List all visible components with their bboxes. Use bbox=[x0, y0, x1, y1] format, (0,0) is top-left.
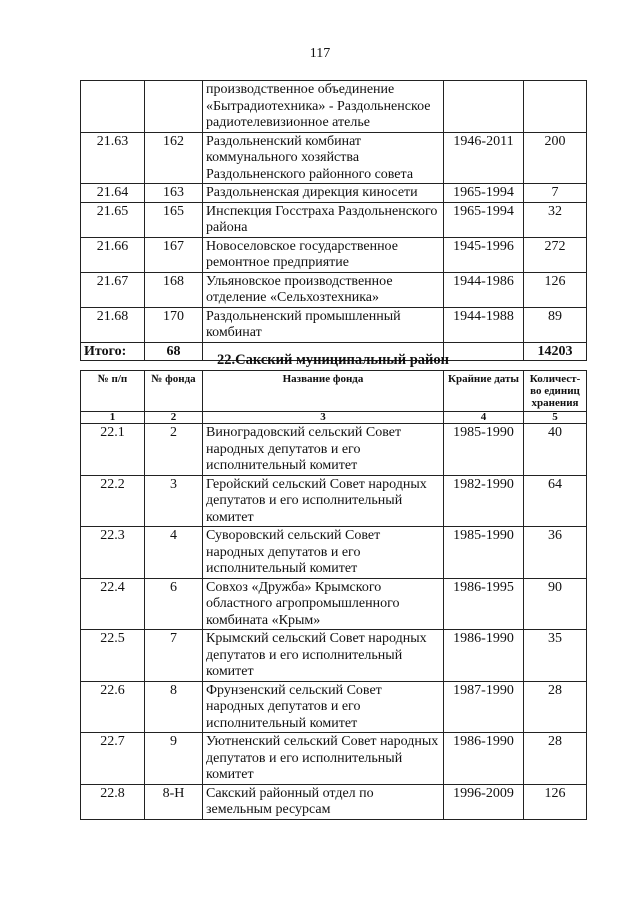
cell-index: 22.2 bbox=[81, 475, 145, 527]
cell-name: Крымский сельский Совет народных депутатов и его исполнительный комитет bbox=[203, 630, 444, 682]
cell-index: 21.64 bbox=[81, 184, 145, 203]
cell-units: 90 bbox=[524, 578, 587, 630]
cell-name: Суворовский сельский Совет народных депутатов и его исполнительный комитет bbox=[203, 527, 444, 579]
header-index: № п/п bbox=[81, 371, 145, 412]
cell-dates: 1985-1990 bbox=[444, 424, 524, 476]
cell-dates: 1985-1990 bbox=[444, 527, 524, 579]
cell-dates: 1986-1995 bbox=[444, 578, 524, 630]
cell-index: 21.68 bbox=[81, 307, 145, 342]
cell-index: 22.7 bbox=[81, 733, 145, 785]
cell-fond: 4 bbox=[145, 527, 203, 579]
cell-index: 21.67 bbox=[81, 272, 145, 307]
table-row bbox=[81, 307, 587, 342]
table-row bbox=[81, 132, 587, 184]
cell-dates: 1945-1996 bbox=[444, 237, 524, 272]
cell-dates: 1965-1994 bbox=[444, 202, 524, 237]
cell-fond: 165 bbox=[145, 202, 203, 237]
cell-units: 40 bbox=[524, 424, 587, 476]
cell-index bbox=[81, 81, 145, 133]
cell-dates: 1944-1988 bbox=[444, 307, 524, 342]
cell-fond: 9 bbox=[145, 733, 203, 785]
cell-index: 22.4 bbox=[81, 578, 145, 630]
cell-dates: 1944-1986 bbox=[444, 272, 524, 307]
cell-name: Геройский сельский Совет народных депутатов и его исполнительный комитет bbox=[203, 475, 444, 527]
cell-fond: 3 bbox=[145, 475, 203, 527]
cell-fond: 2 bbox=[145, 424, 203, 476]
cell-index: 21.66 bbox=[81, 237, 145, 272]
column-number: 1 bbox=[81, 412, 145, 424]
cell-units: 35 bbox=[524, 630, 587, 682]
cell-dates: 1986-1990 bbox=[444, 630, 524, 682]
cell-units: 36 bbox=[524, 527, 587, 579]
cell-index: 22.6 bbox=[81, 681, 145, 733]
fonds-table bbox=[80, 370, 587, 820]
table-row bbox=[81, 184, 587, 203]
cell-name: Раздольненский комбинат коммунального хозяйства Раздольненского районного совета bbox=[203, 132, 444, 184]
table-row bbox=[81, 578, 587, 630]
column-number: 3 bbox=[203, 412, 444, 424]
cell-dates: 1946-2011 bbox=[444, 132, 524, 184]
table-row bbox=[81, 630, 587, 682]
column-number: 4 bbox=[444, 412, 524, 424]
cell-units bbox=[524, 81, 587, 133]
table-row bbox=[81, 424, 587, 476]
cell-fond: 167 bbox=[145, 237, 203, 272]
cell-dates: 1982-1990 bbox=[444, 475, 524, 527]
section-title: 22.Сакский муниципальный район bbox=[217, 352, 449, 368]
column-number: 2 bbox=[145, 412, 203, 424]
cell-index: 21.63 bbox=[81, 132, 145, 184]
cell-units: 7 bbox=[524, 184, 587, 203]
cell-name: Сакский районный отдел по земельным ресурсам bbox=[203, 784, 444, 819]
table-row bbox=[81, 681, 587, 733]
cell-name: Фрунзенский сельский Совет народных депутатов и его исполнительный комитет bbox=[203, 681, 444, 733]
cell-name: Новоселовское государственное ремонтное предприятие bbox=[203, 237, 444, 272]
cell-dates: 1965-1994 bbox=[444, 184, 524, 203]
table-row bbox=[81, 272, 587, 307]
cell-units: 64 bbox=[524, 475, 587, 527]
cell-name: Ульяновское производственное отделение «Сельхозтехника» bbox=[203, 272, 444, 307]
header-fond: № фонда bbox=[145, 371, 203, 412]
table-row bbox=[81, 784, 587, 819]
cell-fond: 8-Н bbox=[145, 784, 203, 819]
cell-units: 200 bbox=[524, 132, 587, 184]
table-row bbox=[81, 475, 587, 527]
table-row bbox=[81, 81, 587, 133]
cell-name: производственное объединение «Бытрадиотехника» - Раздольненское радиотелевизионное ателье bbox=[203, 81, 444, 133]
cell-units: 126 bbox=[524, 784, 587, 819]
cell-fond: 168 bbox=[145, 272, 203, 307]
header-units: Количест-во единиц хранения bbox=[524, 371, 587, 412]
table-row bbox=[81, 237, 587, 272]
table-continued bbox=[80, 80, 587, 361]
cell-dates: 1987-1990 bbox=[444, 681, 524, 733]
table-continued-body bbox=[81, 81, 587, 343]
cell-name: Совхоз «Дружба» Крымского областного агропромышленного комбината «Крым» bbox=[203, 578, 444, 630]
cell-index: 22.1 bbox=[81, 424, 145, 476]
cell-fond bbox=[145, 81, 203, 133]
cell-index: 22.8 bbox=[81, 784, 145, 819]
cell-name: Раздольненская дирекция киносети bbox=[203, 184, 444, 203]
cell-units: 89 bbox=[524, 307, 587, 342]
header-row bbox=[81, 371, 587, 412]
cell-dates: 1986-1990 bbox=[444, 733, 524, 785]
cell-fond: 8 bbox=[145, 681, 203, 733]
total-units: 14203 bbox=[524, 342, 587, 361]
cell-fond: 162 bbox=[145, 132, 203, 184]
table-row bbox=[81, 527, 587, 579]
column-number: 5 bbox=[524, 412, 587, 424]
total-label: Итого: bbox=[81, 342, 145, 361]
cell-index: 21.65 bbox=[81, 202, 145, 237]
cell-fond: 170 bbox=[145, 307, 203, 342]
cell-index: 22.5 bbox=[81, 630, 145, 682]
header-dates: Крайние даты bbox=[444, 371, 524, 412]
cell-fond: 6 bbox=[145, 578, 203, 630]
total-count: 68 bbox=[145, 342, 203, 361]
page-number: 117 bbox=[309, 46, 331, 61]
table-row bbox=[81, 202, 587, 237]
column-numbers-row bbox=[81, 412, 587, 424]
cell-units: 28 bbox=[524, 733, 587, 785]
cell-units: 272 bbox=[524, 237, 587, 272]
cell-fond: 7 bbox=[145, 630, 203, 682]
cell-dates: 1996-2009 bbox=[444, 784, 524, 819]
cell-dates bbox=[444, 81, 524, 133]
cell-units: 126 bbox=[524, 272, 587, 307]
fonds-table-body bbox=[81, 424, 587, 820]
cell-name: Инспекция Госстраха Раздольненского района bbox=[203, 202, 444, 237]
cell-units: 28 bbox=[524, 681, 587, 733]
cell-fond: 163 bbox=[145, 184, 203, 203]
cell-name: Раздольненский промышленный комбинат bbox=[203, 307, 444, 342]
cell-name: Уютненский сельский Совет народных депутатов и его исполнительный комитет bbox=[203, 733, 444, 785]
table-row bbox=[81, 733, 587, 785]
cell-name: Виноградовский сельский Совет народных депутатов и его исполнительный комитет bbox=[203, 424, 444, 476]
header-name: Название фонда bbox=[203, 371, 444, 412]
cell-index: 22.3 bbox=[81, 527, 145, 579]
cell-units: 32 bbox=[524, 202, 587, 237]
